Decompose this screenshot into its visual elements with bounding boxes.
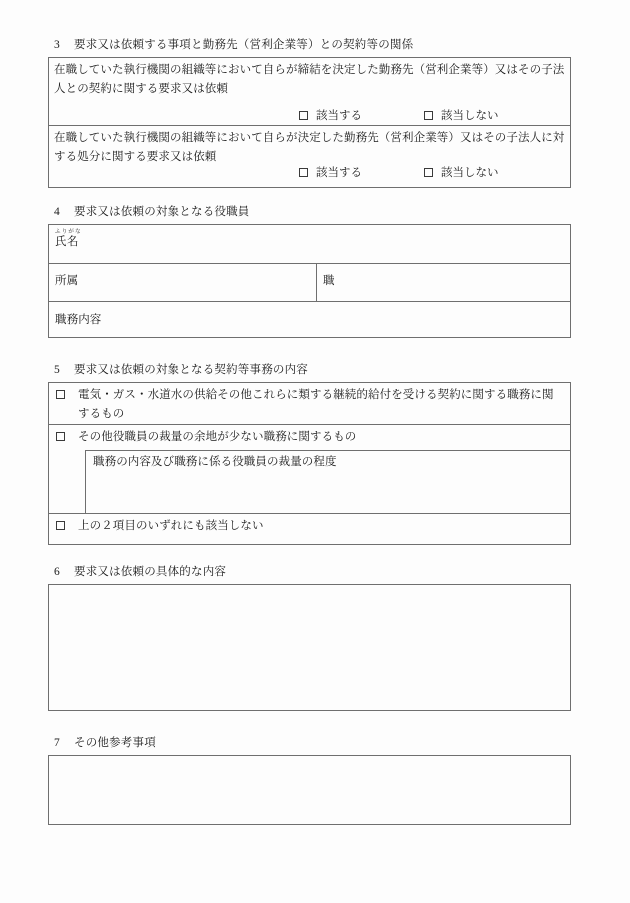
name-field-label bbox=[55, 230, 82, 248]
section-5-item-2-label: その他役職員の裁量の余地が少ない職務に関するもの bbox=[78, 431, 357, 443]
section-3-number: 3 bbox=[54, 39, 60, 51]
checkbox-5-item-1[interactable] bbox=[56, 390, 65, 399]
duties-input-area[interactable] bbox=[125, 305, 565, 336]
section-6-number: 6 bbox=[54, 566, 60, 578]
section-5-heading bbox=[48, 363, 308, 377]
affiliation-label: 所属 bbox=[55, 275, 79, 287]
section-5-item-3-label: 上の２項目のいずれにも該当しない bbox=[78, 520, 264, 532]
position-label: 職 bbox=[323, 275, 335, 287]
section-3-row-2-text: 在職していた執行機関の組織等において自らが決定した勤務先（営利企業等）又はその子法人に対する処分に関する要求又は依頼 bbox=[54, 132, 565, 163]
section-5-divider-2 bbox=[48, 513, 571, 514]
section-5-number: 5 bbox=[54, 364, 60, 376]
duties-label: 職務内容 bbox=[55, 314, 102, 326]
position-input-area[interactable] bbox=[360, 266, 565, 298]
section-6-heading bbox=[48, 565, 226, 579]
section-4-divider-2 bbox=[48, 301, 571, 302]
affiliation-input-area[interactable] bbox=[100, 266, 310, 298]
checkbox-3-1-applicable[interactable] bbox=[299, 111, 308, 120]
section-6-title: 要求又は依頼の具体的な内容 bbox=[74, 566, 227, 578]
section-5-subbox-label: 職務の内容及び職務に係る役職員の裁量の程度 bbox=[93, 456, 337, 468]
section-7-heading bbox=[48, 736, 156, 750]
section-4-divider-1 bbox=[48, 263, 571, 264]
checkbox-3-2-applicable-label: 該当する bbox=[316, 167, 362, 179]
checkbox-3-2-applicable[interactable] bbox=[299, 168, 308, 177]
section-4-title: 要求又は依頼の対象となる役職員 bbox=[74, 206, 250, 218]
section-4-number: 4 bbox=[54, 206, 60, 218]
name-input-area[interactable] bbox=[120, 228, 565, 260]
checkbox-3-2-not-applicable[interactable] bbox=[424, 168, 433, 177]
section-3-row-1-options bbox=[299, 108, 499, 124]
checkbox-5-item-2[interactable] bbox=[56, 432, 65, 441]
section-7-title: その他参考事項 bbox=[74, 737, 156, 749]
name-furigana-label: ふりがな bbox=[55, 229, 82, 235]
section-3-title: 要求又は依頼する事項と勤務先（営利企業等）との契約等の関係 bbox=[74, 39, 414, 51]
section-3-row-2-options bbox=[299, 165, 499, 181]
section-5-subbox-top-border bbox=[85, 450, 571, 451]
name-label: 氏名 bbox=[55, 235, 79, 248]
section-4-column-divider bbox=[316, 263, 317, 301]
section-3-row-divider bbox=[48, 125, 571, 126]
section-3-heading bbox=[48, 38, 413, 52]
section-5-subbox-input-area[interactable] bbox=[86, 472, 569, 512]
checkbox-3-2-not-applicable-label: 該当しない bbox=[441, 167, 499, 179]
checkbox-3-1-applicable-label: 該当する bbox=[316, 110, 362, 122]
section-4-heading bbox=[48, 205, 250, 219]
section-5-item-1-label: 電気・ガス・水道水の供給その他これらに類する継続的給付を受ける契約に関する職務に関するもの bbox=[78, 389, 554, 420]
section-3-row-1-text: 在職していた執行機関の組織等において自らが締結を決定した勤務先（営利企業等）又はその子法人との契約に関する要求又は依頼 bbox=[54, 64, 565, 95]
checkbox-3-1-not-applicable[interactable] bbox=[424, 111, 433, 120]
section-5-divider-1 bbox=[48, 424, 571, 425]
section-5-title: 要求又は依頼の対象となる契約等事務の内容 bbox=[74, 364, 308, 376]
section-7-number: 7 bbox=[54, 737, 60, 749]
checkbox-5-item-3[interactable] bbox=[56, 521, 65, 530]
checkbox-3-1-not-applicable-label: 該当しない bbox=[441, 110, 499, 122]
section-6-box bbox=[48, 584, 571, 711]
section-7-box bbox=[48, 755, 571, 825]
